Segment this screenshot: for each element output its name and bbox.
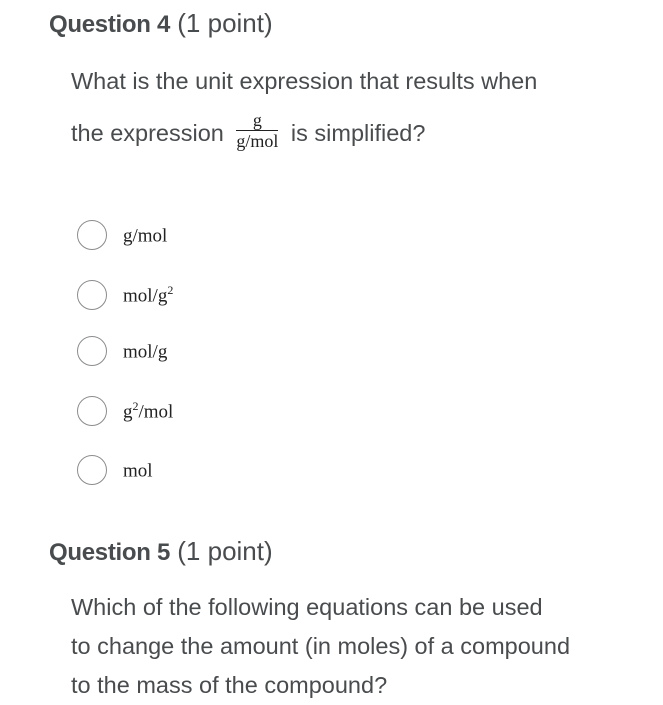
answer-option-4-label: $g^2$/mol <box>123 398 174 423</box>
answer-option-3-label: mol/g <box>123 341 168 363</box>
answer-option-5[interactable] <box>77 452 153 488</box>
radio-button[interactable] <box>77 455 107 485</box>
question-5-line-1: Which of the following equations can be used <box>71 594 543 620</box>
answer-option-1-label: g/mol <box>123 225 168 247</box>
question-5-points: (1 point) <box>177 536 273 566</box>
question-4-number: Question 4 <box>49 11 171 38</box>
question-5-line-2: to change the amount (in moles) of a compound <box>71 633 571 659</box>
radio-button[interactable] <box>77 220 107 250</box>
question-5-line-3: to the mass of the compound? <box>71 672 388 698</box>
radio-button[interactable] <box>77 396 107 426</box>
answer-option-4[interactable] <box>77 393 173 429</box>
question-4-line-2 <box>71 110 426 155</box>
question-4-line-2-after: is simplified? <box>290 120 426 146</box>
answer-option-2[interactable] <box>77 277 173 313</box>
radio-button[interactable] <box>77 280 107 310</box>
question-4-line-1: What is the unit expression that results when <box>71 68 538 94</box>
answer-option-2-label: mol/$g^2$ <box>123 282 174 307</box>
fraction-numerator: g <box>236 110 278 131</box>
answer-option-3[interactable] <box>77 333 167 369</box>
question-4-points: (1 point) <box>177 8 273 38</box>
question-5-number: Question 5 <box>49 539 171 566</box>
radio-button[interactable] <box>77 336 107 366</box>
question-4-title <box>49 8 273 39</box>
question-5-title <box>49 536 273 567</box>
fraction-denominator: g/mol <box>236 131 279 152</box>
question-4-line-2-before: the expression <box>71 120 224 146</box>
answer-option-1[interactable] <box>77 217 167 253</box>
answer-option-5-label: mol <box>123 460 153 482</box>
fraction-expression <box>236 110 278 151</box>
